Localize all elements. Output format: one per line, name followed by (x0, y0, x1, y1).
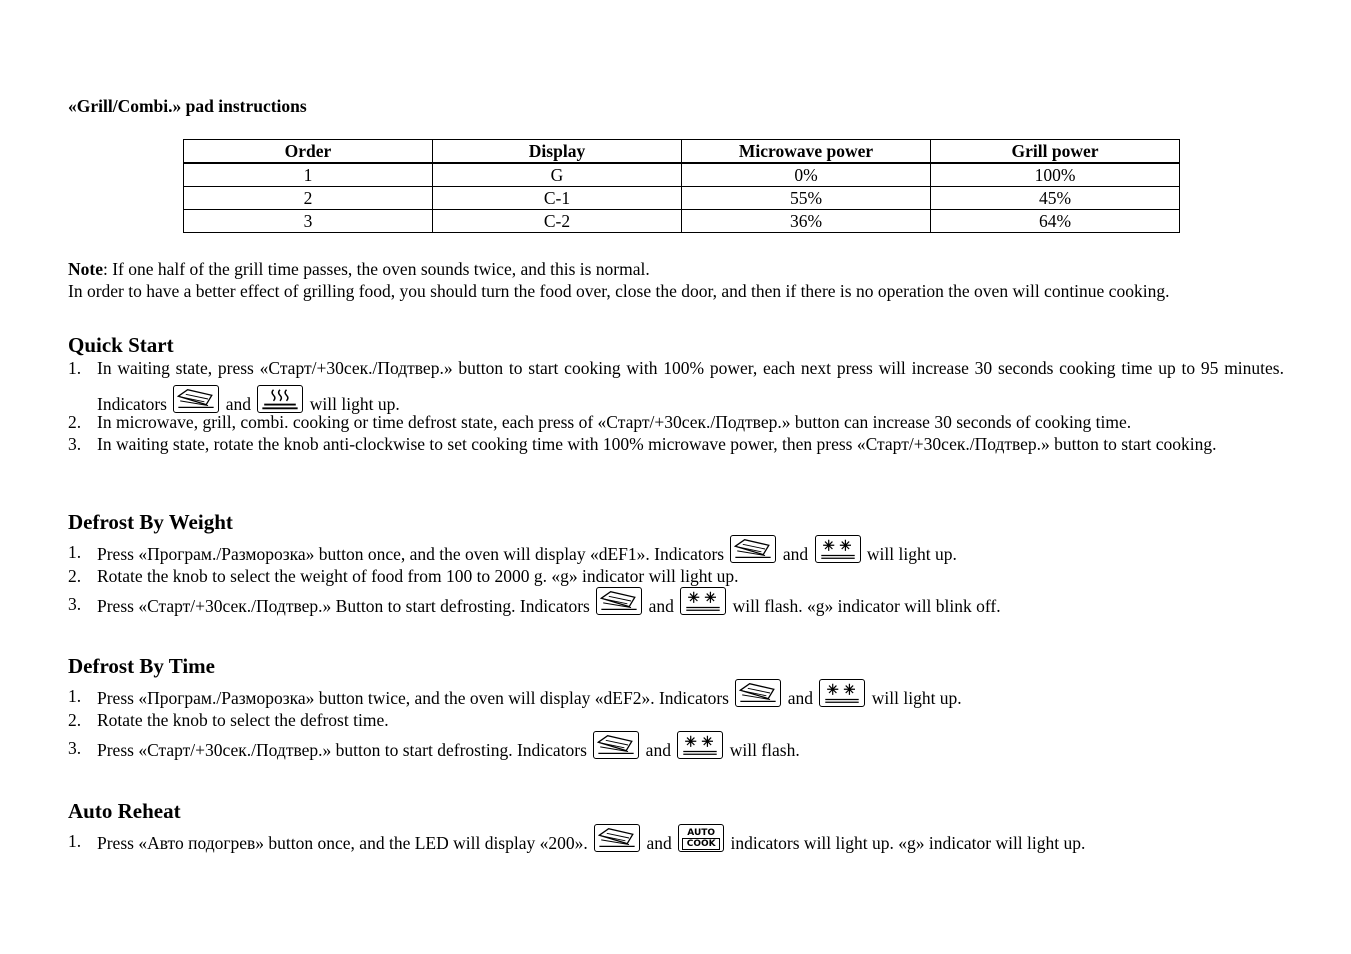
list-number: 3. (68, 738, 82, 758)
item-text-and: and (225, 394, 252, 414)
table-row (184, 187, 1180, 210)
note-line-2: In order to have a better effect of grilling food, you should turn the food over, close the door, and then if there is no operation the oven will continue cooking. (68, 281, 1170, 301)
auto-cook-indicator-icon (678, 824, 724, 852)
item-text: Rotate the knob to select the weight of food from 100 to 2000 g. «g» indicator will light up. (97, 566, 739, 586)
section-title: Quick Start (68, 333, 174, 357)
item-text: In microwave, grill, combi. cooking or time defrost state, each press of «Старт/+30сек./Подтвер.» button can increase 30 seconds of cooking time. (97, 412, 1132, 432)
defrost-indicator-icon (819, 679, 865, 707)
defrost-time-section (68, 653, 1284, 768)
cell-grill-power: 45% (931, 187, 1180, 210)
microwave-indicator-icon (173, 385, 219, 413)
cell-microwave-power: 55% (682, 187, 931, 210)
note-line-1 (68, 258, 1284, 280)
microwave-indicator-icon (735, 679, 781, 707)
defrost-weight-section (68, 509, 1284, 624)
item-text-and: and (787, 688, 813, 708)
item-text-and: and (648, 596, 674, 616)
item-text-end: will light up. (309, 394, 400, 414)
list-number: 2. (68, 566, 82, 586)
item-text-and: and (646, 833, 672, 853)
item-text: In waiting state, press «Старт/+30сек./Подтвер.» button to start cooking with 100% power, each next press will increase 30 seconds cooking time up to 95 minutes. Indicators (97, 358, 1284, 414)
list-number: 3. (68, 594, 82, 614)
defrost-time-list (68, 679, 1284, 768)
item-text-end: will flash. (729, 740, 800, 760)
section-title: Defrost By Weight (68, 510, 233, 534)
quick-start-section (68, 332, 1284, 455)
cell-microwave-power: 0% (682, 163, 931, 187)
list-number: 1. (68, 686, 82, 706)
list-number: 3. (68, 434, 82, 454)
table-row (184, 210, 1180, 233)
microwave-indicator-icon (594, 824, 640, 852)
auto-reheat-section (68, 798, 1284, 861)
item-text-end: will light up. (866, 544, 957, 564)
cell-order: 3 (184, 210, 433, 233)
list-item (68, 433, 1284, 455)
item-text: Press «Старт/+30сек./Подтвер.» Button to start defrosting. Indicators (97, 596, 590, 616)
list-item (68, 731, 1284, 768)
table-header-row (184, 140, 1180, 164)
list-item (68, 587, 1284, 624)
pad-instructions-title: «Grill/Combi.» pad instructions (68, 96, 307, 116)
item-text: Press «Старт/+30сек./Подтвер.» button to start defrosting. Indicators (97, 740, 587, 760)
item-text-end: will flash. «g» indicator will blink off. (732, 596, 1001, 616)
note-label: Note (68, 259, 103, 279)
item-text-and: and (782, 544, 809, 564)
defrost-indicator-icon (677, 731, 723, 759)
list-item (68, 411, 1284, 433)
list-item (68, 565, 1284, 587)
cell-grill-power: 100% (931, 163, 1180, 187)
auto-icon-label-bottom: COOK (682, 838, 720, 850)
header-grill-power: Grill power (931, 140, 1180, 164)
section-title: Auto Reheat (68, 799, 181, 823)
grill-indicator-icon (257, 385, 303, 413)
item-text: Rotate the knob to select the defrost time. (97, 710, 389, 730)
list-number: 1. (68, 831, 82, 851)
cell-microwave-power: 36% (682, 210, 931, 233)
header-order: Order (184, 140, 433, 164)
item-text: Press «Програм./Разморозка» button twice, and the oven will display «dEF2». Indicators (97, 688, 729, 708)
quick-start-list (68, 352, 1284, 455)
header-display: Display (433, 140, 682, 164)
defrost-indicator-icon (680, 587, 726, 615)
item-text: Press «Програм./Разморозка» button once, and the oven will display «dEF1». Indicators (97, 544, 725, 564)
microwave-indicator-icon (730, 535, 776, 563)
list-number: 1. (68, 542, 82, 562)
defrost-indicator-icon (815, 535, 861, 563)
cell-display: C-1 (433, 187, 682, 210)
cell-order: 1 (184, 163, 433, 187)
auto-reheat-list (68, 824, 1284, 861)
item-text-end: will light up. (871, 688, 962, 708)
microwave-indicator-icon (593, 731, 639, 759)
list-item (68, 709, 1284, 731)
table-row (184, 163, 1180, 187)
power-table (183, 139, 1180, 233)
item-text-end: indicators will light up. «g» indicator will light up. (730, 833, 1086, 853)
list-item (68, 824, 1284, 861)
section-title: Defrost By Time (68, 654, 215, 678)
cell-display: G (433, 163, 682, 187)
header-microwave-power: Microwave power (682, 140, 931, 164)
cell-order: 2 (184, 187, 433, 210)
list-number: 1. (68, 358, 82, 378)
cell-display: C-2 (433, 210, 682, 233)
defrost-weight-list (68, 535, 1284, 624)
note-block (68, 258, 1284, 302)
item-text: In waiting state, rotate the knob anti-clockwise to set cooking time with 100% microwave power, then press «Старт/+30сек./Подтвер.» button to start cooking. (97, 434, 1217, 454)
list-number: 2. (68, 412, 82, 432)
list-number: 2. (68, 710, 82, 730)
microwave-indicator-icon (596, 587, 642, 615)
note-text: : If one half of the grill time passes, the oven sounds twice, and this is normal. (102, 259, 650, 279)
item-text-and: and (645, 740, 671, 760)
item-text: Press «Авто подогрев» button once, and the LED will display «200». (97, 833, 588, 853)
cell-grill-power: 64% (931, 210, 1180, 233)
auto-icon-label-top: AUTO (687, 828, 716, 838)
